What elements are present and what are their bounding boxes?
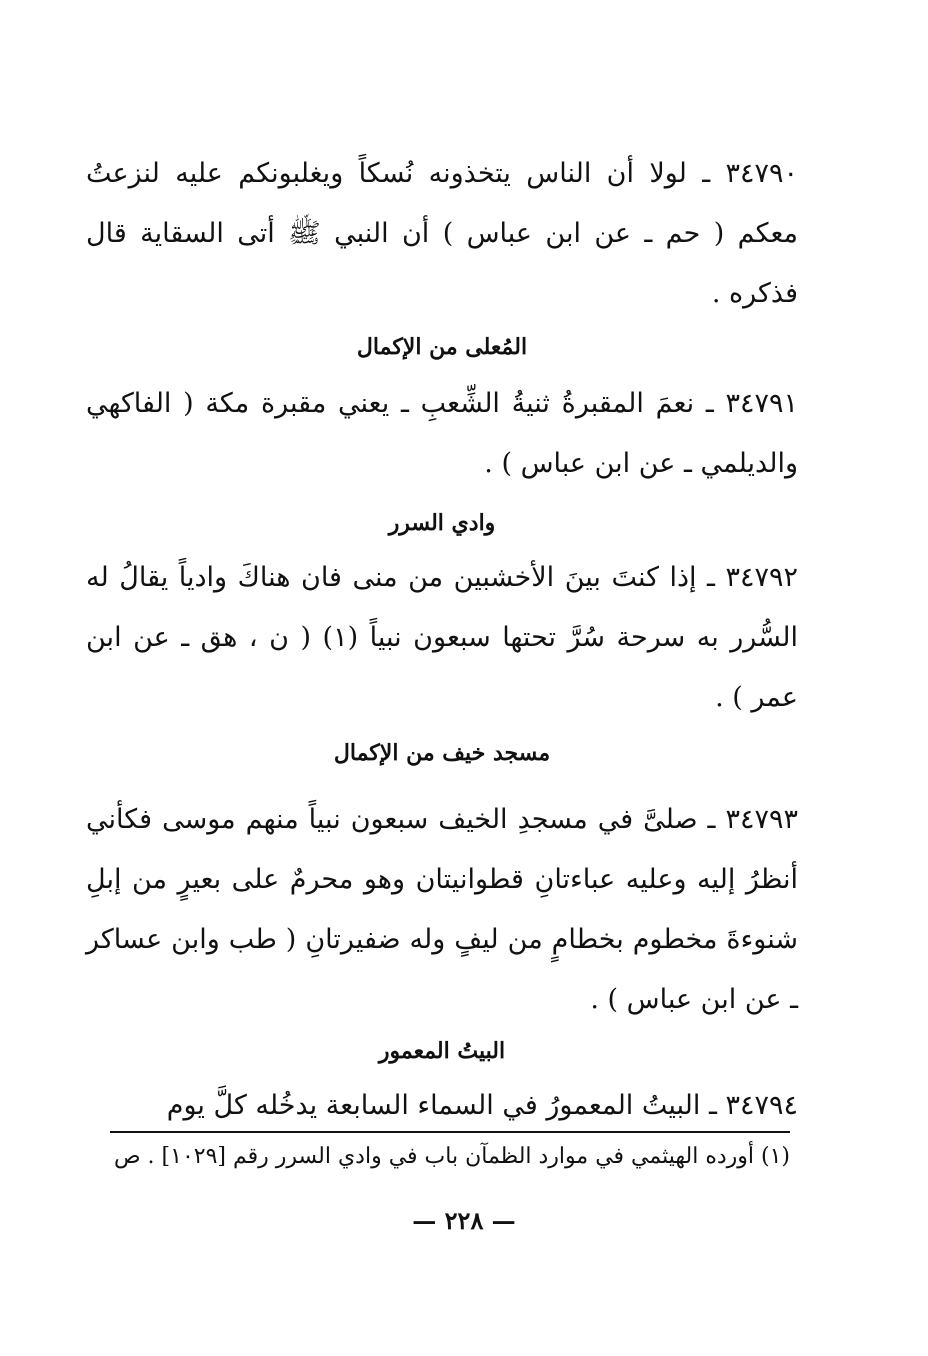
- heading-almuala: المُعلى من الإكمال: [356, 334, 528, 360]
- page-number: — ٢٢٨ —: [412, 1206, 516, 1235]
- entry-34791: ٣٤٧٩١ ـ نعمَ المقبرةُ ثنيةُ الشِّعبِ ـ يعني مقبرة مكة ( الفاكهي والديلمي ـ عن ابن عباس ) .: [86, 388, 798, 479]
- entry-34792: ٣٤٧٩٢ ـ إذا كنتَ بينَ الأخشبين من منى فان هناكَ وادياً يقالُ له السُّرر به سرحة سُرَّ تحتها سبعون نبياً (١) ( ن ، هق ـ عن ابن عمر ) .: [86, 562, 799, 713]
- heading-wadi-alsurar: وادي السرر: [388, 510, 496, 536]
- entry-34794: ٣٤٧٩٤ ـ البيتُ المعمورُ في السماء السابعة يدخُله كلَّ يوم: [166, 1090, 798, 1121]
- entry-34790: ٣٤٧٩٠ ـ لولا أن الناس يتخذونه نُسكاً ويغلبونكم عليه لنزعتُ معكم ( حم ـ عن ابن عباس ) أن النبي ﷺ أتى السقاية قال فذكره .: [86, 158, 799, 309]
- heading-albait-almamur: البيتُ المعمور: [378, 1038, 506, 1064]
- footnote-divider: [110, 1131, 790, 1133]
- heading-masjid-khaif: مسجد خيف من الإكمال: [333, 740, 551, 766]
- entry-34793: ٣٤٧٩٣ ـ صلىَّ في مسجدِ الخيف سبعون نبياً منهم موسى فكأني أنظرُ إليه وعليه عباءتانِ قطوانيتان وهو محرمٌ على بعيرٍ من إبلِ شنوءةَ مخطوم بخطامٍ من ليفٍ وله ضفيرتانِ ( طب وابن عساكر ـ عن ابن عباس ) .: [86, 804, 798, 1015]
- footnote: (١) أورده الهيثمي في موارد الظمآن باب في وادي السرر رقم [١٠٢٩] . ص: [113, 1144, 790, 1169]
